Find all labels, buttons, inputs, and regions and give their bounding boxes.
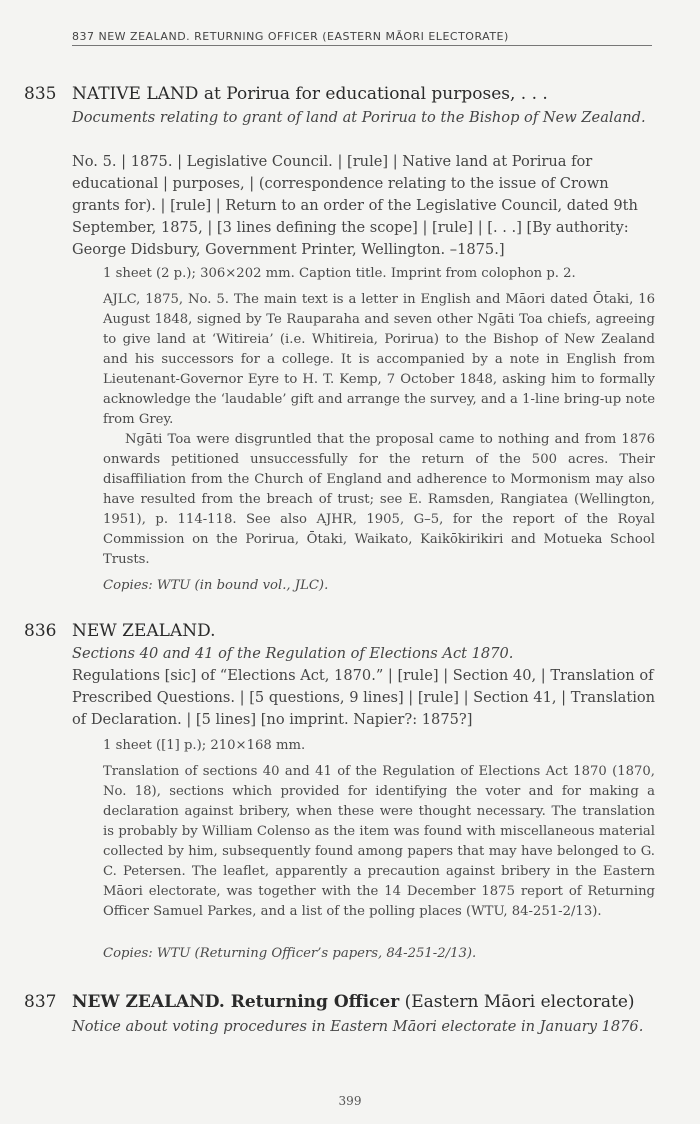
collation: 1 sheet ([1] p.); 210×168 mm.	[103, 738, 306, 753]
note-paragraph: Ngāti Toa were disgruntled that the proposal came to nothing and from 1876 onwards petitioned unsuccessfully for the return of the 500 acres. Their disaffiliation from the Church of England and adherence to Mormonism may also have resulted from the breach of trust; see E. Ramsden, Rangiatea (Wellington, 1951), p. 114-118. See also AJHR, 1905, G–5, for the report of the Royal Commission on the Porirua, Ōtaki, Waikato, Kaikōkirikiri and Motueka School Trusts.	[103, 432, 655, 567]
title-transcription: No. 5. | 1875. | Legislative Council. | [rule] | Native land at Porirua for educational | purposes, | (correspondence relating to the issue of Crown grants for). | [rule] | Return to an order of the Legislative Council, dated 9th September, 1875, | [3 lines defining the scope] | [rule] | [. . .] [By authority: George Didsbury, Government Printer, Wellington. –1875.]	[72, 153, 638, 258]
copies-line: Copies: WTU (Returning Officer’s papers, 84-251-2/13).	[103, 946, 477, 961]
entry-subtitle: Documents relating to grant of land at Porirua to the Bishop of New Zealand.	[72, 109, 646, 126]
entry-heading	[72, 992, 662, 1012]
note-paragraph: AJLC, 1875, No. 5. The main text is a letter in English and Māori dated Ōtaki, 16 August 1848, signed by Te Rauparaha and seven other Ngāti Toa chiefs, agreeing to give land at ‘Witireia’ (i.e. Whitireia, Porirua) to the Bishop of New Zealand and his successors for a college. It is accompanied by a note in English from Lieutenant-Governor Eyre to H. T. Kemp, 7 October 1848, asking him to formally acknowledge the ‘laudable’ gift and arrange the survey, and a 1-line bring-up note from Grey.	[103, 292, 655, 427]
entry-subtitle: Notice about voting procedures in Eastern Māori electorate in January 1876.	[72, 1018, 644, 1035]
heading-rest: (Eastern Māori electorate)	[399, 992, 635, 1012]
copies-line: Copies: WTU (in bound vol., JLC).	[103, 578, 329, 593]
entry-number: 835	[24, 84, 57, 104]
page-number: 399	[338, 1094, 362, 1108]
heading-bold: NEW ZEALAND. Returning Officer	[72, 992, 400, 1012]
entry-number: 836	[24, 621, 57, 641]
title-transcription: Regulations [sic] of “Elections Act, 1870.” | [rule] | Section 40, | Translation of Prescribed Questions. | [5 questions, 9 lines] | [rule] | Section 41, | Translation of Declaration. | [5 lines] [no imprint. Napier?: 1875?]	[72, 667, 656, 728]
running-head: 837 NEW ZEALAND. RETURNING OFFICER (EASTERN MĀORI ELECTORATE)	[72, 30, 652, 46]
entry-heading: NATIVE LAND at Porirua for educational purposes, . . .	[72, 84, 548, 104]
entry-heading: NEW ZEALAND.	[72, 621, 216, 641]
note-paragraph: Translation of sections 40 and 41 of the Regulation of Elections Act 1870 (1870, No. 18), sections which provided for identifying the voter and for making a declaration against bribery, when these were thought necessary. The translation is probably by William Colenso as the item was found with miscellaneous material collected by him, subsequently found among papers that may have belonged to G. C. Petersen. The leaflet, apparently a precaution against bribery in the Eastern Māori electorate, was together with the 14 December 1875 report of Returning Officer Samuel Parkes, and a list of the polling places (WTU, 84-251-2/13).	[103, 764, 655, 919]
entry-number: 837	[24, 992, 57, 1012]
collation: 1 sheet (2 p.); 306×202 mm. Caption title. Imprint from colophon p. 2.	[103, 266, 576, 281]
entry-subtitle: Sections 40 and 41 of the Regulation of Elections Act 1870.	[72, 645, 514, 662]
